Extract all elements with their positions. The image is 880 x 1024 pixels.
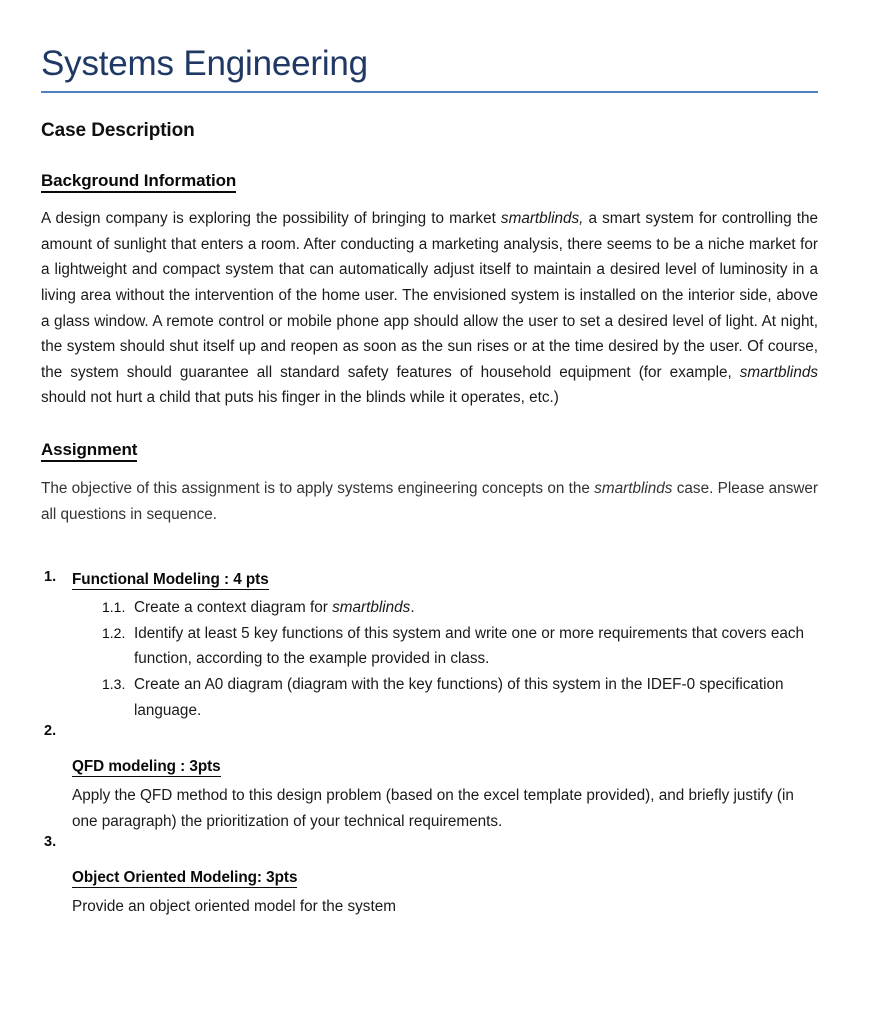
paragraph-assignment-intro <box>41 460 818 527</box>
heading-assignment <box>41 411 818 460</box>
list-item-title-text: Object Oriented Modeling: 3pts <box>72 869 298 887</box>
sub-list-item <box>72 621 818 672</box>
sub-list <box>72 591 818 723</box>
sub-list-item-text: Create an A0 diagram (diagram with the key functions) of this system in the IDEF-0 specification language. <box>134 675 784 719</box>
heading-background-information-text: Background Information <box>41 171 236 193</box>
sub-list-item-number: 1.2. <box>102 624 126 641</box>
list-item <box>41 569 818 723</box>
list-item-title <box>72 756 818 778</box>
list-item-title-text: Functional Modeling : 4 pts <box>72 571 269 589</box>
assignment-list <box>41 527 818 920</box>
sub-list-item <box>72 595 818 621</box>
list-item-title <box>72 867 818 889</box>
background-text-part1: A design company is exploring the possibility of bringing to market <box>41 210 501 228</box>
heading-assignment-text: Assignment <box>41 440 137 462</box>
sub-list-item-text: Identify at least 5 key functions of this system and write one or more requirements that covers each function, according to the example provided in class. <box>134 624 804 668</box>
list-item <box>41 834 818 920</box>
sub-list-item-text <box>134 595 850 621</box>
section-heading-case-description: Case Description <box>41 120 195 142</box>
background-emphasis-smartblinds-1: smartblinds, <box>500 210 584 228</box>
sub-item-part2: . <box>410 599 415 617</box>
sub-item-part1: Create a context diagram for <box>134 599 333 617</box>
list-item-number: 3. <box>44 834 57 851</box>
background-emphasis-smartblinds-2: smartblinds <box>739 363 818 381</box>
sub-list-item-number: 1.3. <box>102 675 126 692</box>
list-item-body: Apply the QFD method to this design problem (based on the excel template provided), and briefly justify (in one paragraph) the prioritization of your technical requirements. <box>72 787 794 830</box>
list-item <box>41 723 818 834</box>
assignment-intro-part2: case. Please answer all questions in sequence. <box>41 479 818 523</box>
list-item-number: 2. <box>44 723 57 740</box>
sub-item-emphasis-smartblinds: smartblinds <box>332 599 411 617</box>
background-text-part2: a smart system for controlling the amount of sunlight that enters a room. After conducting a marketing analysis, there seems to be a niche market for a lightweight and compact system that can automatically adjust itself to maintain a desired level of luminosity in a living area without the intervention of the home user. The envisioned system is installed on the interior side, above a glass window. A remote control or mobile phone app should allow the user to set a desired level of light. At night, the system should shut itself up and reopen as soon as the sun rises or at the time desired by the user. Of course, the system should guarantee all standard safety features of household equipment (for example, <box>41 210 818 381</box>
sub-list-item <box>72 672 818 723</box>
document-title: Systems Engineering <box>41 44 368 83</box>
assignment-intro-part1: The objective of this assignment is to apply systems engineering concepts on the <box>41 479 595 497</box>
list-item-title-text: QFD modeling : 3pts <box>72 758 221 776</box>
sub-list-item-number: 1.1. <box>102 599 126 616</box>
paragraph-background <box>41 191 818 411</box>
heading-background-information <box>41 142 818 191</box>
list-item-body: Provide an object oriented model for the system <box>72 898 396 916</box>
assignment-intro-emphasis-smartblinds: smartblinds <box>594 479 673 497</box>
list-item-title <box>72 569 818 591</box>
background-text-part3: should not hurt a child that puts his finger in the blinds while it operates, etc.) <box>41 389 559 407</box>
list-item-number: 1. <box>44 569 57 586</box>
